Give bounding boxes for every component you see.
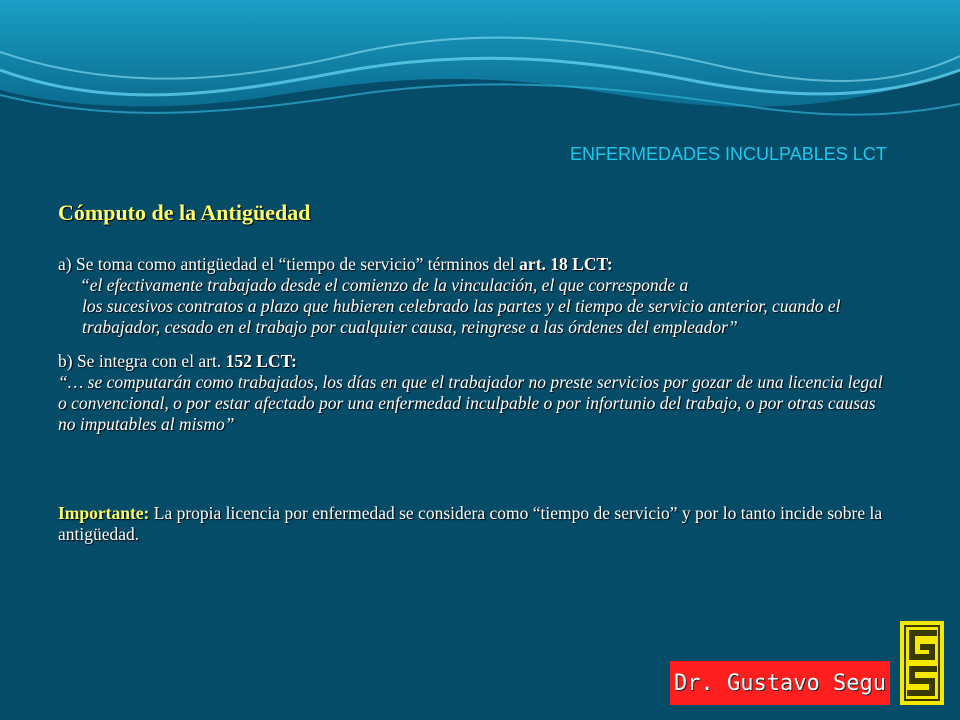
paragraph-a-intro xyxy=(58,254,888,275)
header-wave-decoration xyxy=(0,0,960,130)
important-label: Importante: xyxy=(58,503,150,523)
paragraph-a-quote-line1: “el efectivamente trabajado desde el comienzo de la vinculación, el que corresponde a xyxy=(80,275,689,295)
important-text: La propia licencia por enfermedad se considera como “tiempo de servicio” y por lo tanto incide sobre la antigüedad. xyxy=(58,503,883,544)
gs-logo xyxy=(900,621,944,705)
slide-content xyxy=(58,200,888,545)
author-signature: Dr. Gustavo Segu xyxy=(670,661,890,705)
paragraph-a-quote-rest: los sucesivos contratos a plazo que hubieren celebrado las partes y el tiempo de servicio anterior, cuando el trabajador, cesado en el trabajo por cualquier causa, reingrese a las órdenes del empleador” xyxy=(82,296,841,337)
header-title: ENFERMEDADES INCULPABLES LCT xyxy=(570,144,887,164)
paragraph-a-intro-text: a) Se toma como antigüedad el “tiempo de servicio” términos del xyxy=(58,254,520,274)
paragraph-b-intro-text: b) Se integra con el art. xyxy=(58,351,226,371)
paragraph-b-quote: “… se computarán como trabajados, los días en que el trabajador no preste servicios por gozar de una licencia legal o convencional, o por estar afectado por una enfermedad inculpable o por infortunio del trabajo, o por otras causas no imputables al mismo” xyxy=(58,372,883,434)
section-title: Cómputo de la Antigüedad xyxy=(58,200,311,225)
paragraph-b-intro xyxy=(58,351,888,372)
important-note xyxy=(58,503,888,545)
paragraph-b-article-ref: 152 LCT: xyxy=(225,351,297,371)
paragraph-a-article-ref: art. 18 LCT: xyxy=(519,254,613,274)
